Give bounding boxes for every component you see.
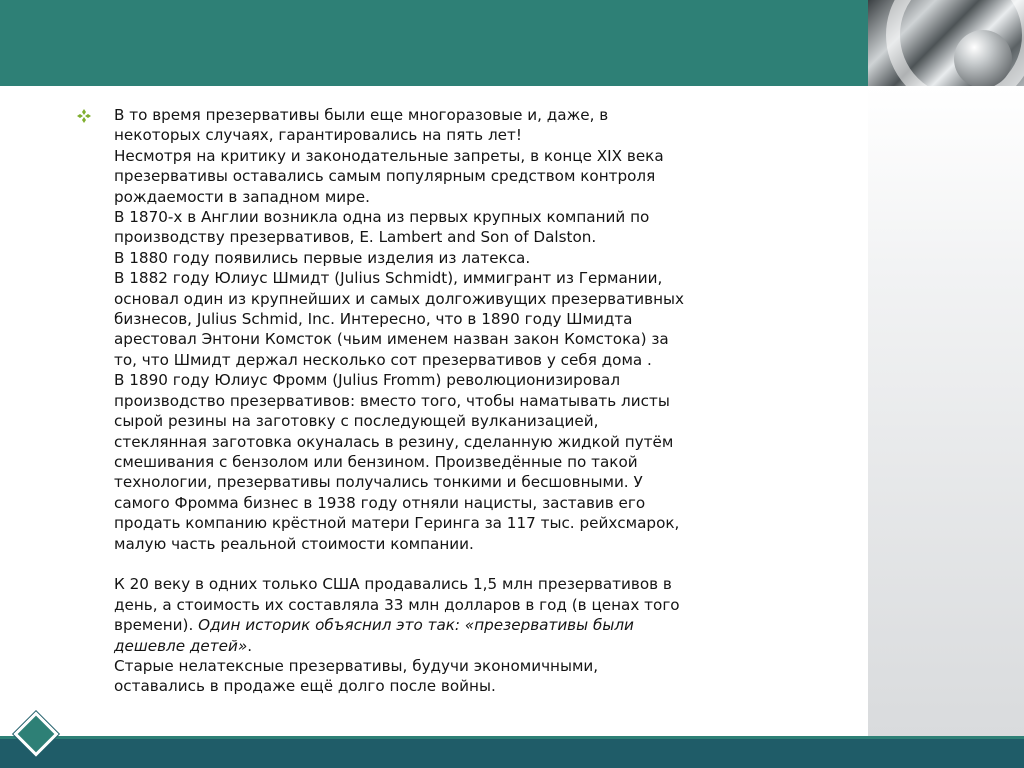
- text-line: рождаемости в западном мире.: [114, 187, 370, 206]
- paragraph-group: [114, 105, 844, 554]
- text-line: основал один из крупнейших и самых долгоживущих презервативных: [114, 289, 684, 308]
- text-line: производство презервативов: вместо того, чтобы наматывать листы: [114, 391, 670, 410]
- corner-decoration-image: [868, 0, 1024, 86]
- text-line: технологии, презервативы получались тонкими и бесшовными. У: [114, 473, 643, 492]
- text-line: В то время презервативы были еще многоразовые и, даже, в: [114, 106, 609, 124]
- text-line: бизнесов, Julius Schmid, Inc. Интересно, что в 1890 году Шмидта: [114, 310, 633, 329]
- slide-body-text: [114, 105, 844, 697]
- italic-quote: Один историк объяснил это так: «презервативы были: [198, 616, 634, 635]
- final-paragraph: [114, 656, 844, 697]
- text-line: оставались в продаже ещё долго после войны.: [114, 677, 496, 696]
- italic-quote: дешевле детей»: [114, 636, 248, 655]
- four-diamond-bullet-icon: [76, 108, 92, 124]
- text-line: [114, 636, 844, 656]
- text-line: В 1890 году Юлиус Фромм (Julius Fromm) революционизировал: [114, 371, 621, 390]
- text-line: самого Фромма бизнес в 1938 году отняли нацисты, заставив его: [114, 493, 646, 512]
- text-line: малую часть реальной стоимости компании.: [114, 534, 474, 553]
- footer-band: [0, 736, 1024, 768]
- text-line: производству презервативов, E. Lambert and Son of Dalston.: [114, 228, 597, 247]
- text-line: некоторых случаях, гарантировались на пять лет!: [114, 126, 522, 145]
- text-line: смешивания с бензолом или бензином. Произведённые по такой: [114, 452, 638, 471]
- text-line: то, что Шмидт держал несколько сот презервативов у себя дома .: [114, 350, 652, 369]
- text-line: В 1870-х в Англии возникла одна из первых крупных компаний по: [114, 208, 650, 227]
- text-line: арестовал Энтони Комсток (чьим именем назван закон Комстока) за: [114, 330, 669, 349]
- blank-line: [114, 554, 844, 574]
- text-line: сырой резины на заготовку с последующей вулканизацией,: [114, 412, 599, 431]
- text-run: .: [247, 636, 253, 655]
- text-line: В 1882 году Юлиус Шмидт (Julius Schmidt), иммигрант из Германии,: [114, 269, 663, 288]
- text-line: [114, 615, 844, 635]
- text-line: К 20 веку в одних только США продавались 1,5 млн презервативов в: [114, 575, 672, 594]
- text-line: презервативы оставались самым популярным средством контроля: [114, 167, 656, 186]
- text-line: продать компанию крёстной матери Геринга за 117 тыс. рейхсмарок,: [114, 514, 680, 533]
- text-line: В 1880 году появились первые изделия из латекса.: [114, 248, 531, 267]
- text-line: день, а стоимость их составляла 33 млн долларов в год (в ценах того: [114, 595, 680, 614]
- text-line: стеклянная заготовка окуналась в резину, сделанную жидкой путём: [114, 432, 674, 451]
- text-line: Несмотря на критику и законодательные запреты, в конце XIX века: [114, 146, 664, 165]
- footer-accent-line: [0, 736, 1024, 739]
- text-run: времени).: [114, 616, 199, 635]
- chrome-sphere-shape: [954, 30, 1012, 86]
- header-band: [0, 0, 868, 86]
- text-line: Старые нелатексные презервативы, будучи экономичными,: [114, 656, 599, 675]
- right-side-panel: [868, 86, 1024, 736]
